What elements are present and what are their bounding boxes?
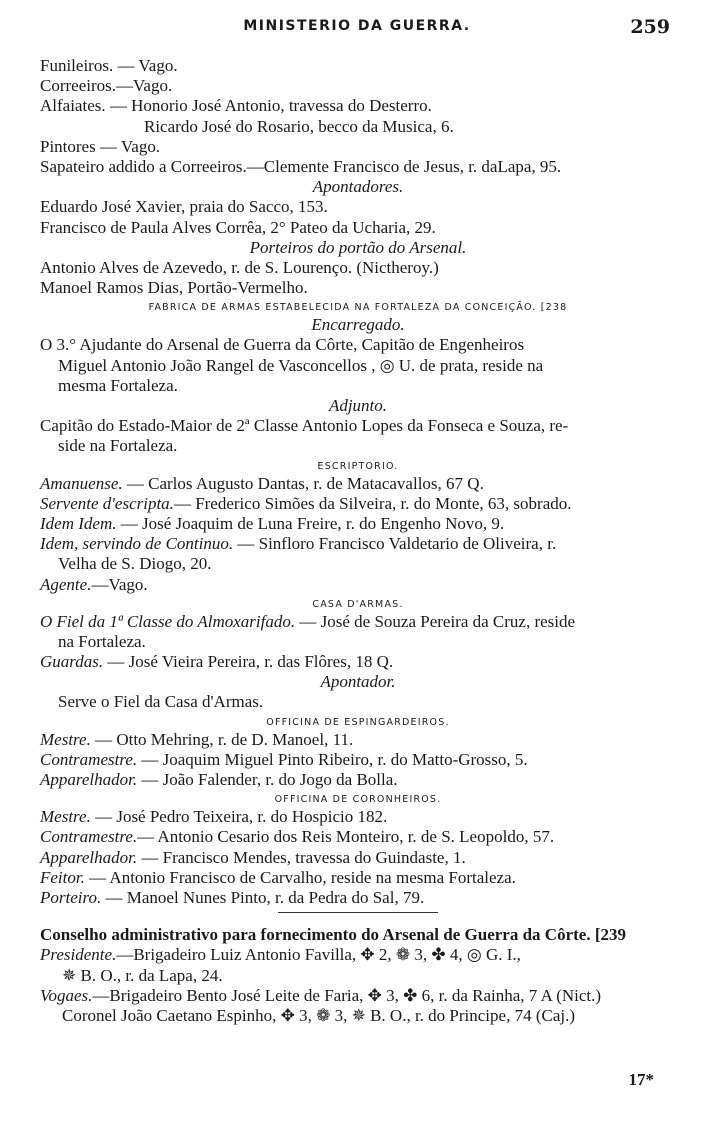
text-line xyxy=(34,652,682,672)
text-line: ✵ B. O., r. da Lapa, 24. xyxy=(62,965,223,985)
text-line: Serve o Fiel da Casa d'Armas. xyxy=(58,692,264,712)
page-header xyxy=(0,14,714,44)
text-line xyxy=(34,986,682,1006)
entry-text: — Manoel Nunes Pinto, r. da Pedra do Sal, 79. xyxy=(101,887,425,907)
entry-text: — João Falender, r. do Jogo da Bolla. xyxy=(137,770,398,789)
subsection-heading: Adjunto. xyxy=(328,396,388,415)
text-line: Coronel João Caetano Espinho, ✥ 3, ❁ 3, ✵ B. O., r. do Principe, 74 (Caj.) xyxy=(62,1005,576,1025)
text-line xyxy=(34,827,682,847)
text-line xyxy=(34,868,682,888)
section-heading: OFFICINA DE ESPINGARDEIROS. xyxy=(266,716,450,728)
entry-text: — Joaquim Miguel Pinto Ribeiro, r. do Matto-Grosso, 5. xyxy=(137,749,528,769)
document-body xyxy=(34,56,682,1026)
entry-text: — José Joaquim de Luna Freire, r. do Engenho Novo, 9. xyxy=(116,513,505,533)
signature-mark: 17* xyxy=(628,1070,654,1089)
entry-text: —Vago. xyxy=(91,574,148,594)
text-line xyxy=(34,945,682,965)
text-line: Alfaiates. — Honorio José Antonio, travessa do Desterro. xyxy=(40,96,432,116)
entry-text: — Frederico Simões da Silveira, r. do Monte, 63, sobrado. xyxy=(173,493,572,513)
text-line xyxy=(34,534,682,554)
entry-text: — José de Souza Pereira da Cruz, reside xyxy=(295,611,576,631)
role-label: O Fiel da 1ª Classe do Almoxarifado. xyxy=(40,611,296,631)
role-label: Amanuense. xyxy=(40,473,123,493)
text-line: Eduardo José Xavier, praia do Sacco, 153. xyxy=(40,197,328,217)
role-label: Idem, servindo de Continuo. xyxy=(40,534,234,554)
role-label: Servente d'escripta. xyxy=(40,493,174,513)
section-heading: ESCRIPTORIO. xyxy=(317,460,399,472)
text-line xyxy=(34,474,682,494)
role-label: Contramestre. xyxy=(40,827,138,847)
role-label: Apparelhador. xyxy=(40,847,138,867)
text-line: na Fortaleza. xyxy=(58,631,146,651)
role-label: Contramestre. xyxy=(40,749,138,769)
subsection-heading: Encarregado. xyxy=(311,315,405,335)
text-line xyxy=(34,750,682,770)
role-label: Porteiro. xyxy=(40,887,102,907)
text-line xyxy=(34,807,682,827)
text-line xyxy=(34,494,682,514)
entry-text: — Antonio Francisco de Carvalho, reside na mesma Fortaleza. xyxy=(84,867,516,887)
subsection-heading: Porteiros do portão do Arsenal. xyxy=(249,237,467,257)
role-label: Mestre. xyxy=(40,729,91,749)
text-line: Francisco de Paula Alves Corrêa, 2° Pateo da Ucharia, 29. xyxy=(40,217,436,237)
subsection-heading: Apontador. xyxy=(320,672,396,692)
role-label: Presidente. xyxy=(40,945,117,965)
text-line xyxy=(34,888,682,908)
entry-text: —Brigadeiro Luiz Antonio Favilla, ✥ 2, ❁ 3, ✤ 4, ◎ G. I., xyxy=(116,945,521,965)
section-heading: OFFICINA DE CORONHEIROS. xyxy=(274,794,442,806)
text-line: Velha de S. Diogo, 20. xyxy=(58,554,212,574)
section-heading: CASA D'ARMAS. xyxy=(312,598,404,610)
text-line: Funileiros. — Vago. xyxy=(40,56,178,75)
entry-text: — José Pedro Teixeira, r. do Hospicio 182. xyxy=(90,807,388,827)
entry-text: —Brigadeiro Bento José Leite de Faria, ✥ 3, ✤ 6, r. da Rainha, 7 A (Nict.) xyxy=(92,985,602,1005)
text-line xyxy=(34,514,682,534)
section-heading: FABRICA DE ARMAS ESTABELECIDA NA FORTALEZA DA CONCEIÇÃO. [238 xyxy=(148,302,568,314)
text-line: Manoel Ramos Dias, Portão-Vermelho. xyxy=(40,278,308,298)
text-line: Miguel Antonio João Rangel de Vasconcellos , ◎ U. de prata, reside na xyxy=(58,355,544,375)
text-line: mesma Fortaleza. xyxy=(58,375,178,395)
entry-text: — Sinfloro Francisco Valdetario de Oliveira, r. xyxy=(233,534,557,554)
text-line: side na Fortaleza. xyxy=(58,436,178,456)
role-label: Vogaes. xyxy=(40,985,93,1005)
text-line: Conselho administrativo para fornecimento do Arsenal de Guerra da Côrte. [239 xyxy=(40,925,626,945)
entry-text: — Francisco Mendes, travessa do Guindaste, 1. xyxy=(137,847,466,867)
text-line xyxy=(34,575,682,595)
entry-text: — Antonio Cesario dos Reis Monteiro, r. de S. Leopoldo, 57. xyxy=(137,827,555,847)
role-label: Apparelhador. xyxy=(40,770,138,789)
text-line: O 3.° Ajudante do Arsenal de Guerra da Côrte, Capitão de Engenheiros xyxy=(40,335,525,355)
role-label: Feitor. xyxy=(40,867,85,887)
page-number: 259 xyxy=(630,16,670,38)
entry-text: — Carlos Augusto Dantas, r. de Matacavallos, 67 Q. xyxy=(122,473,484,493)
section-rule xyxy=(278,912,438,913)
entry-text: — José Vieira Pereira, r. das Flôres, 18 Q. xyxy=(103,652,394,672)
text-line xyxy=(34,612,682,632)
text-line: Capitão do Estado-Maior de 2ª Classe Antonio Lopes da Fonseca e Souza, re- xyxy=(40,416,569,436)
text-line: Correeiros.—Vago. xyxy=(40,76,173,96)
text-line xyxy=(34,770,682,790)
role-label: Agente. xyxy=(40,574,92,594)
text-line xyxy=(34,730,682,750)
text-line: Ricardo José do Rosario, becco da Musica, 6. xyxy=(144,116,454,136)
text-line: Pintores — Vago. xyxy=(40,136,161,156)
role-label: Guardas. xyxy=(40,652,104,672)
text-line: Sapateiro addido a Correeiros.—Clemente Francisco de Jesus, r. daLapa, 95. xyxy=(40,156,562,176)
text-line xyxy=(34,848,682,868)
text-line: Antonio Alves de Azevedo, r. de S. Lourenço. (Nictheroy.) xyxy=(40,257,439,277)
role-label: Mestre. xyxy=(40,807,91,827)
subsection-heading: Apontadores. xyxy=(312,177,404,197)
page-title: MINISTERIO DA GUERRA. xyxy=(243,18,471,34)
role-label: Idem Idem. xyxy=(40,513,117,533)
entry-text: — Otto Mehring, r. de D. Manoel, 11. xyxy=(90,729,354,749)
